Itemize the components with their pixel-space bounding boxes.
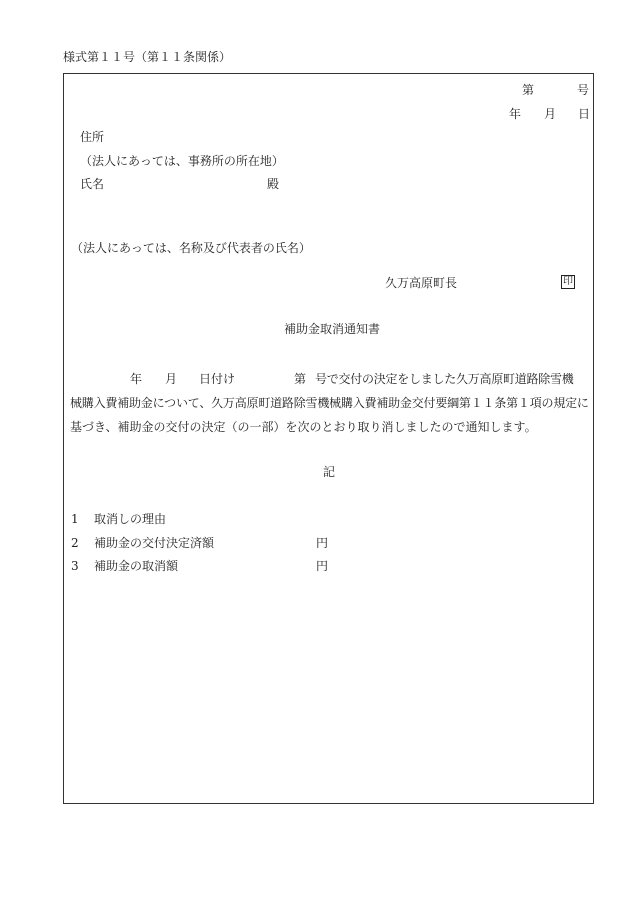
item-3-unit: 円 bbox=[316, 559, 329, 573]
item-3-number: 3 bbox=[71, 559, 79, 573]
body-line3: 基づき、補助金の交付の決定（の一部）を次のとおり取り消しましたので通知します。 bbox=[70, 420, 537, 434]
form-frame bbox=[63, 73, 594, 804]
item-2-unit: 円 bbox=[316, 536, 329, 550]
body-line1-rest: 号で交付の決定をしました久万高原町道路除雪機 bbox=[315, 372, 574, 386]
document-title: 補助金取消通知書 bbox=[284, 322, 381, 336]
body-line1-month: 月 bbox=[165, 372, 178, 386]
address-note: （法人にあっては、事務所の所在地） bbox=[80, 154, 284, 168]
item-3-label: 補助金の取消額 bbox=[94, 559, 179, 573]
body-line1-year: 年 bbox=[130, 372, 143, 386]
item-1-label: 取消しの理由 bbox=[94, 512, 167, 526]
item-2-label: 補助金の交付決定済額 bbox=[94, 536, 215, 550]
body-line2: 械購入費補助金について、久万高原町道路除雪機械購入費補助金交付要綱第１１条第１項の規定に bbox=[70, 396, 589, 410]
name-note: （法人にあっては、名称及び代表者の氏名） bbox=[71, 241, 311, 255]
number-suffix: 号 bbox=[577, 83, 590, 97]
issuer-title: 久万高原町長 bbox=[385, 276, 458, 290]
number-prefix: 第 bbox=[522, 83, 535, 97]
address-label: 住所 bbox=[80, 130, 105, 144]
body-line1-no: 第 bbox=[294, 372, 307, 386]
item-2-number: 2 bbox=[71, 536, 79, 550]
ki-mark: 記 bbox=[323, 465, 336, 479]
name-label: 氏名 bbox=[80, 177, 105, 191]
item-1-number: 1 bbox=[71, 512, 79, 526]
honorific: 殿 bbox=[267, 177, 280, 191]
date-year: 年 bbox=[509, 107, 522, 121]
seal-mark: 印 bbox=[563, 276, 573, 287]
date-day: 日 bbox=[578, 107, 591, 121]
body-line1-dated: 日付け bbox=[199, 372, 236, 386]
form-label: 様式第１１号（第１１条関係） bbox=[63, 50, 232, 64]
date-month: 月 bbox=[544, 107, 557, 121]
